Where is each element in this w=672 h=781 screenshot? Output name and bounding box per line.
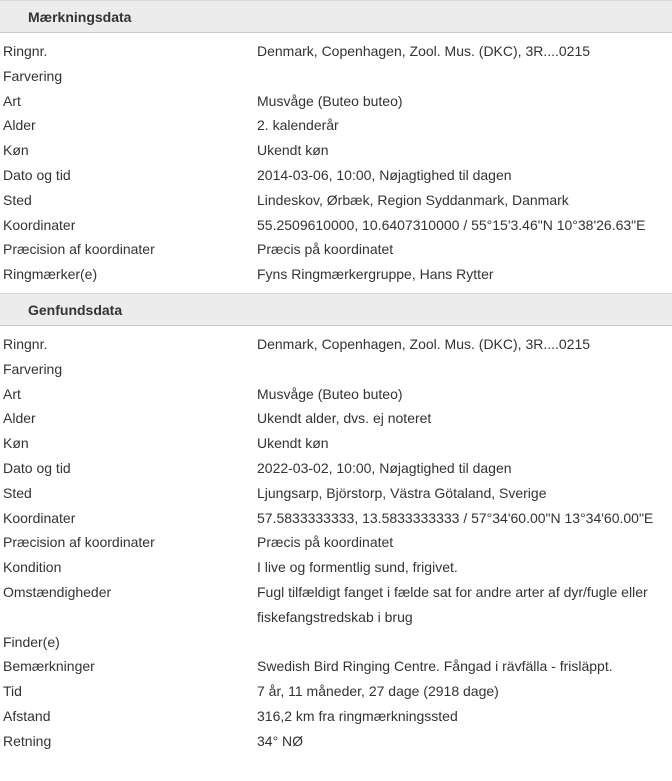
recovery-row-sex: [0, 431, 672, 456]
row-value: [257, 630, 672, 655]
row-label: Art: [3, 92, 21, 109]
marking-row-coordinate-precision: [0, 237, 672, 262]
row-value: 34° NØ: [257, 732, 304, 749]
row-value: Ukendt køn: [257, 142, 329, 159]
row-value: 2. kalenderår: [257, 117, 339, 134]
row-label: Alder: [3, 117, 36, 134]
marking-row-ringer: [0, 262, 672, 287]
row-value: 57.5833333333, 13.5833333333 / 57°34'60.00"N 13°34'60.00"E: [257, 509, 654, 526]
row-label: Retning: [3, 732, 52, 749]
row-value: Denmark, Copenhagen, Zool. Mus. (DKC), 3R....0215: [257, 43, 591, 59]
row-label: Køn: [3, 435, 29, 452]
row-value: Ukendt køn: [257, 435, 329, 452]
marking-row-sex: [0, 138, 672, 163]
row-value: [257, 357, 672, 382]
row-label: Dato og tid: [3, 166, 71, 183]
row-label: Koordinater: [3, 509, 76, 526]
row-label: Kondition: [3, 559, 62, 576]
recovery-row-ring-number: [0, 332, 672, 357]
marking-rows: [0, 33, 672, 287]
row-value: Ljungsarp, Björstorp, Västra Götaland, Sverige: [257, 484, 547, 501]
row-label: Alder: [3, 410, 36, 427]
row-value: Swedish Bird Ringing Centre. Fångad i rävfälla - frisläppt.: [257, 658, 613, 675]
row-value: Fugl tilfældigt fanget i fælde sat for andre arter af dyr/fugle eller fiskefangstredskab i brug: [257, 583, 648, 625]
row-label: Afstand: [3, 707, 51, 724]
row-label: Omstændigheder: [3, 583, 112, 600]
row-value: I live og formentlig sund, frigivet.: [257, 559, 458, 576]
row-value: Præcis på koordinatet: [257, 534, 394, 551]
marking-row-age: [0, 113, 672, 138]
row-value: 2014-03-06, 10:00, Nøjagtighed til dagen: [257, 166, 512, 183]
marking-section-header: Mærkningsdata: [0, 0, 672, 33]
recovery-row-coordinate-precision: [0, 530, 672, 555]
marking-section: [0, 0, 672, 293]
row-value: Musvåge (Buteo buteo): [257, 385, 403, 402]
recovery-row-finder: [0, 630, 672, 655]
row-value: Ukendt alder, dvs. ej noteret: [257, 410, 432, 427]
row-label: Præcision af koordinater: [3, 241, 155, 258]
marking-row-date-time: [0, 163, 672, 188]
recovery-section: [0, 293, 672, 754]
row-label: Dato og tid: [3, 459, 71, 476]
row-value: Lindeskov, Ørbæk, Region Syddanmark, Danmark: [257, 191, 569, 208]
recovery-row-distance: [0, 704, 672, 729]
row-label: Sted: [3, 191, 32, 208]
recovery-row-condition: [0, 555, 672, 580]
row-value: 316,2 km fra ringmærkningssted: [257, 707, 458, 724]
row-label: Finder(e): [3, 633, 60, 650]
recovery-row-place: [0, 481, 672, 506]
row-label: Ringnr.: [3, 43, 48, 59]
recovery-row-age: [0, 406, 672, 431]
recovery-row-elapsed-time: [0, 679, 672, 704]
row-value: [257, 64, 672, 89]
row-label: Koordinater: [3, 216, 76, 233]
recovery-row-remarks: [0, 654, 672, 679]
row-label: Art: [3, 385, 21, 402]
row-label: Bemærkninger: [3, 658, 95, 675]
marking-row-species: [0, 89, 672, 114]
marking-row-ring-number: [0, 39, 672, 64]
row-value: 55.2509610000, 10.6407310000 / 55°15'3.46"N 10°38'26.63"E: [257, 216, 646, 233]
recovery-row-species: [0, 382, 672, 407]
row-value: Fyns Ringmærkergruppe, Hans Rytter: [257, 266, 494, 283]
recovery-rows: [0, 326, 672, 754]
recovery-row-color-ring: [0, 357, 672, 382]
row-label: Farvering: [3, 67, 63, 84]
marking-row-coordinates: [0, 213, 672, 238]
row-label: Sted: [3, 484, 32, 501]
row-label: Præcision af koordinater: [3, 534, 155, 551]
recovery-row-direction: [0, 729, 672, 754]
recovery-section-header: Genfundsdata: [0, 293, 672, 326]
row-value: Præcis på koordinatet: [257, 241, 394, 258]
row-label: Køn: [3, 142, 29, 159]
marking-row-place: [0, 188, 672, 213]
row-value: 7 år, 11 måneder, 27 dage (2918 dage): [257, 683, 499, 700]
row-label: Tid: [3, 683, 22, 700]
row-label: Ringmærker(e): [3, 266, 98, 283]
recovery-row-circumstances: [0, 580, 672, 630]
recovery-row-coordinates: [0, 506, 672, 531]
recovery-row-date-time: [0, 456, 672, 481]
row-value: Denmark, Copenhagen, Zool. Mus. (DKC), 3R....0215: [257, 335, 591, 352]
row-label: Farvering: [3, 360, 63, 377]
row-label: Ringnr.: [3, 335, 48, 352]
row-value: 2022-03-02, 10:00, Nøjagtighed til dagen: [257, 459, 512, 476]
marking-row-color-ring: [0, 64, 672, 89]
row-value: Musvåge (Buteo buteo): [257, 92, 403, 109]
